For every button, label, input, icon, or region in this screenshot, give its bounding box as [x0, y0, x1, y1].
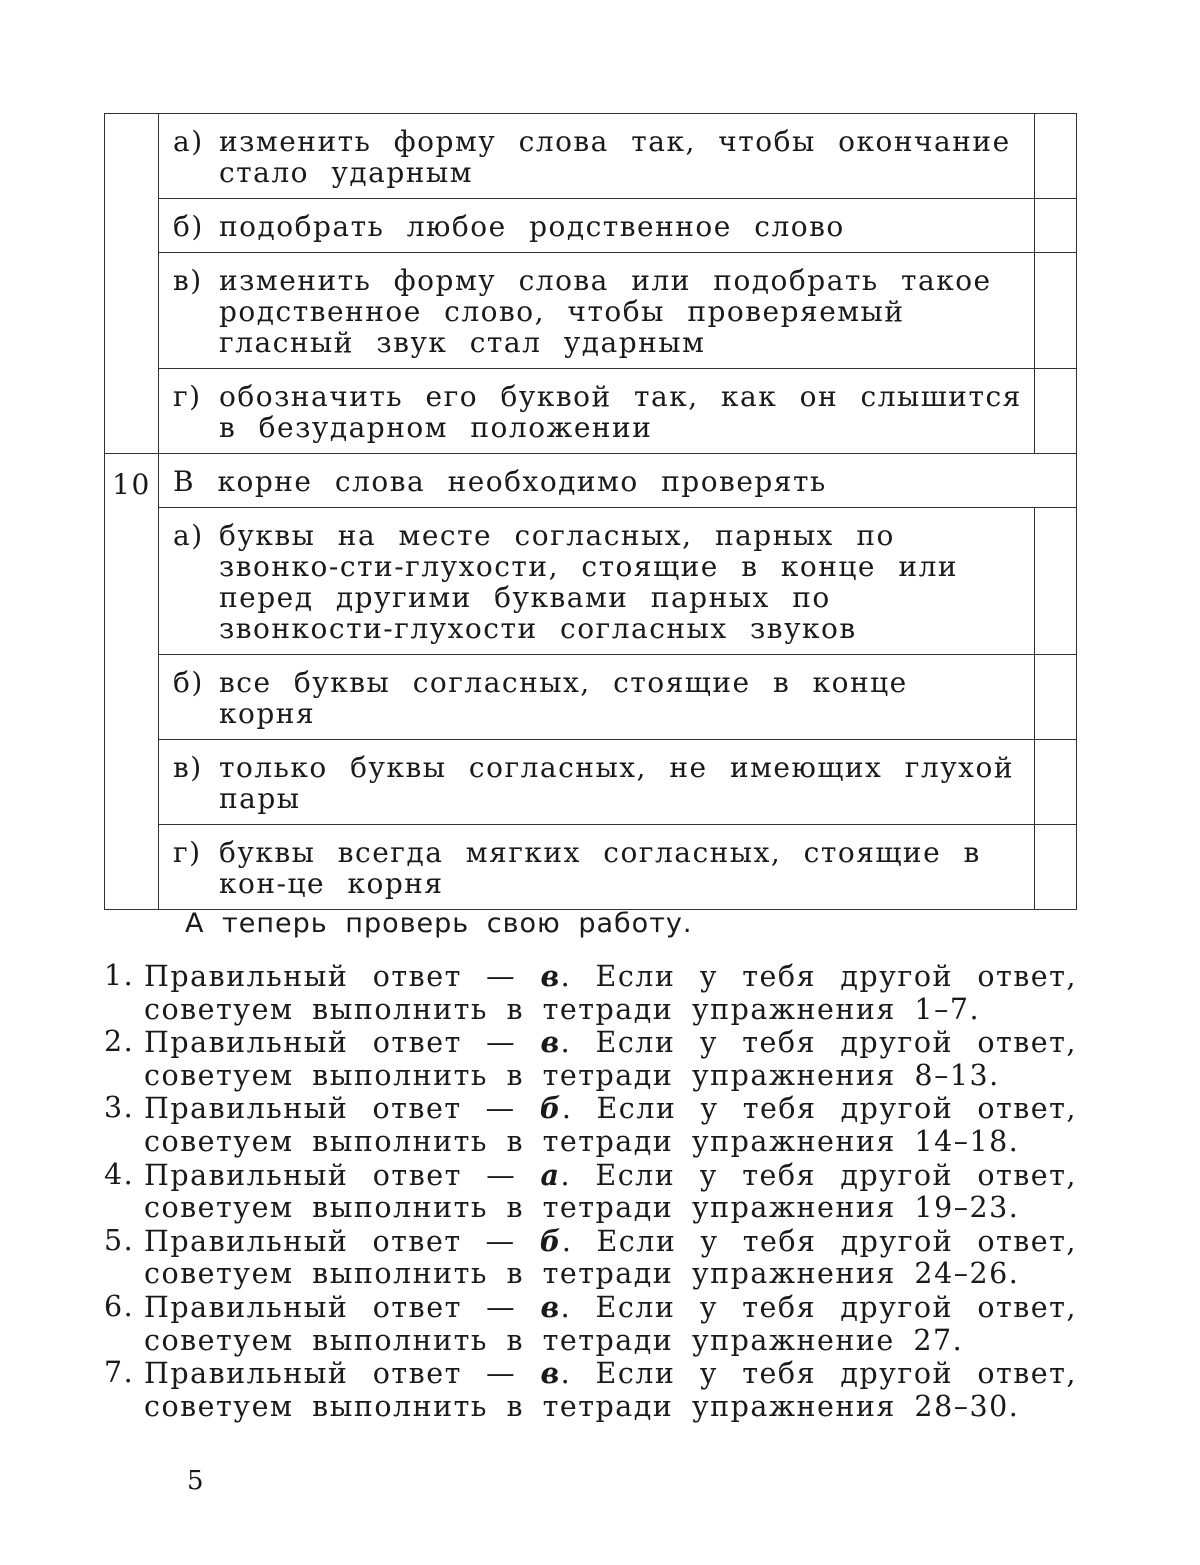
answer-item — [104, 1291, 1077, 1357]
answer-number: 5. — [104, 1223, 135, 1257]
answer-prefix: Правильный ответ — — [144, 960, 541, 993]
q10-option-row — [105, 655, 1077, 740]
quiz-table — [104, 113, 1077, 910]
answer-checkbox[interactable] — [1035, 655, 1077, 740]
answer-suffix: . Если у тебя другой ответ, — [560, 1158, 1077, 1192]
answer-checkbox[interactable] — [1035, 114, 1077, 199]
option-label: в) — [173, 264, 203, 297]
answer-suffix: . Если у тебя другой ответ, — [560, 1357, 1077, 1391]
answer-recommendation: советуем выполнить в тетради упражнения 19–23. — [144, 1191, 1020, 1225]
q10-option-row — [105, 508, 1077, 655]
check-work-heading: А теперь проверь свою работу. — [185, 908, 693, 939]
option-text: изменить форму слова так, чтобы окончание стало ударным — [219, 125, 1011, 189]
option-label: г) — [173, 836, 202, 869]
answer-checkbox[interactable] — [1035, 253, 1077, 369]
option-cell — [159, 253, 1035, 369]
option-cell — [159, 825, 1035, 910]
answer-prefix: Правильный ответ — — [144, 1092, 540, 1126]
answer-recommendation: советуем выполнить в тетради упражнение 27. — [144, 1323, 964, 1357]
option-text: обозначить его буквой так, как он слышится в безударном положении — [219, 380, 1022, 444]
answer-checkbox[interactable] — [1035, 825, 1077, 910]
answer-recommendation: советуем выполнить в тетради упражнения 1–7. — [144, 992, 981, 1026]
answer-suffix: . Если у тебя другой ответ, — [560, 960, 1077, 993]
option-cell — [159, 199, 1035, 253]
answer-key-list — [104, 960, 1077, 1423]
option-text: подобрать любое родственное слово — [219, 210, 845, 243]
answer-letter: в — [540, 1289, 561, 1324]
option-cell — [159, 369, 1035, 454]
answer-number: 4. — [104, 1157, 135, 1191]
answer-letter: в — [540, 1356, 561, 1391]
answer-letter: б — [539, 1091, 562, 1126]
answer-suffix: . Если у тебя другой ответ, — [560, 1290, 1077, 1324]
question-text: В корне слова необходимо проверять — [173, 465, 827, 498]
option-text: все буквы согласных, стоящие в конце корня — [219, 666, 908, 730]
answer-letter: в — [540, 1025, 561, 1060]
answer-checkbox[interactable] — [1035, 199, 1077, 253]
answer-item — [104, 1026, 1077, 1092]
answer-item — [104, 1225, 1077, 1291]
page-number: 5 — [187, 1466, 204, 1496]
answer-prefix: Правильный ответ — — [144, 1357, 541, 1391]
q9-option-row — [105, 369, 1077, 454]
answer-recommendation: советуем выполнить в тетради упражнения 28–30. — [144, 1389, 1020, 1423]
answer-suffix: . Если у тебя другой ответ, — [560, 1026, 1077, 1060]
answer-number: 7. — [104, 1356, 135, 1390]
option-cell — [159, 508, 1035, 655]
answer-item — [104, 960, 1077, 1026]
answer-letter: а — [540, 1157, 561, 1192]
answer-prefix: Правильный ответ — — [144, 1290, 541, 1324]
answer-recommendation: советуем выполнить в тетради упражнения 8–13. — [144, 1058, 1000, 1092]
option-cell — [159, 114, 1035, 199]
answer-item — [104, 1159, 1077, 1225]
answer-number: 2. — [104, 1025, 135, 1059]
option-label: а) — [173, 519, 204, 552]
answer-recommendation: советуем выполнить в тетради упражнения 14–18. — [144, 1124, 1020, 1158]
answer-prefix: Правильный ответ — — [144, 1224, 540, 1258]
answer-item — [104, 1357, 1077, 1423]
q10-option-row — [105, 825, 1077, 910]
option-label: в) — [173, 751, 203, 784]
q9-option-row — [105, 199, 1077, 253]
answer-number: 3. — [104, 1091, 135, 1125]
q9-number-cell — [105, 114, 159, 454]
answer-prefix: Правильный ответ — — [144, 1026, 541, 1060]
answer-item — [104, 1092, 1077, 1158]
q9-option-row — [105, 114, 1077, 199]
answer-number: 6. — [104, 1289, 135, 1323]
option-label: б) — [173, 210, 204, 243]
option-text: буквы на месте согласных, парных по звонко-сти-глухости, стоящие в конце или перед другими буквами парных по звонкости-глухости согласных звуков — [219, 519, 959, 645]
q9-option-row — [105, 253, 1077, 369]
option-text: только буквы согласных, не имеющих глухой пары — [219, 751, 1014, 815]
answer-checkbox[interactable] — [1035, 740, 1077, 825]
answer-letter: б — [539, 1223, 562, 1258]
option-label: а) — [173, 125, 204, 158]
answer-checkbox[interactable] — [1035, 369, 1077, 454]
option-cell — [159, 655, 1035, 740]
option-label: б) — [173, 666, 204, 699]
option-text: изменить форму слова или подобрать такое родственное слово, чтобы проверяемый гласный звук стал ударным — [219, 264, 992, 359]
answer-suffix: . Если у тебя другой ответ, — [561, 1224, 1077, 1258]
question-number: 10 — [105, 454, 159, 910]
answer-number: 1. — [104, 959, 135, 992]
q10-option-row — [105, 740, 1077, 825]
option-label: г) — [173, 380, 202, 413]
question-text-cell — [159, 454, 1077, 508]
option-text: буквы всегда мягких согласных, стоящие в кон-це корня — [219, 836, 981, 900]
answer-suffix: . Если у тебя другой ответ, — [561, 1092, 1077, 1126]
answer-prefix: Правильный ответ — — [144, 1158, 541, 1192]
option-cell — [159, 740, 1035, 825]
answer-recommendation: советуем выполнить в тетради упражнения 24–26. — [144, 1257, 1020, 1291]
answer-letter: в — [540, 959, 561, 993]
q10-question-row — [105, 454, 1077, 508]
answer-checkbox[interactable] — [1035, 508, 1077, 655]
